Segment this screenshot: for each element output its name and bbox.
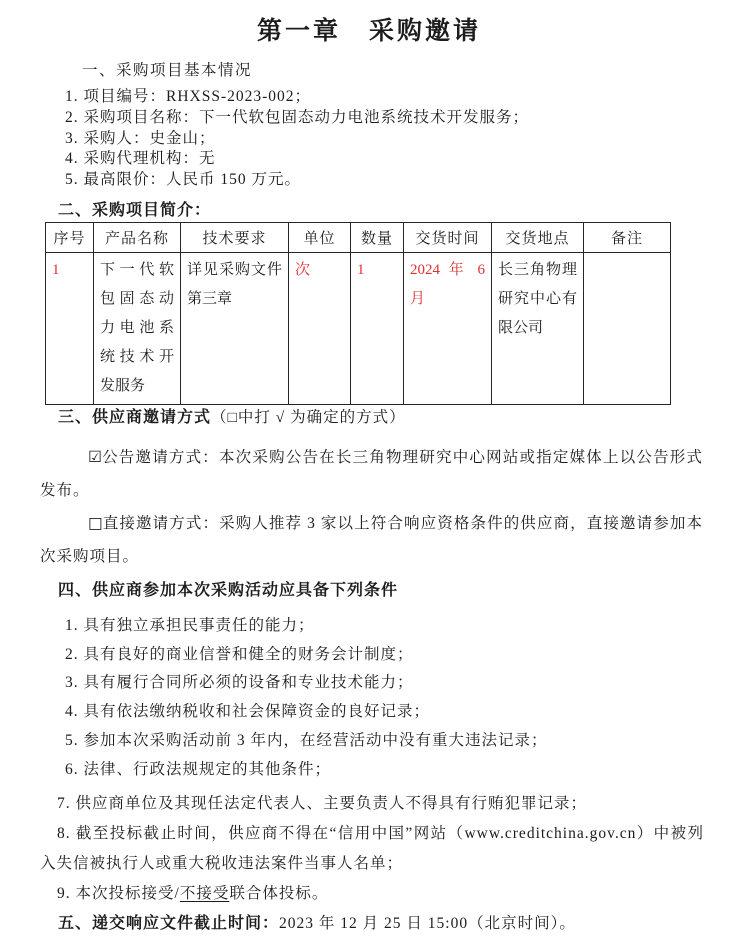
joint-bid-suffix: 联合体投标。 <box>229 885 329 902</box>
condition-item: 2. 具有良好的商业信誉和健全的财务会计制度； <box>65 645 414 663</box>
condition-item: 7. 供应商单位及其现任法定代表人、主要负责人不得具有行贿犯罪记录； <box>57 795 588 812</box>
purchaser-item: 3. 采购人：史金山； <box>65 129 216 147</box>
section4-condition-list-continued <box>40 789 704 909</box>
cell-quantity: 1 <box>351 253 404 405</box>
cell-seq: 1 <box>46 253 94 405</box>
condition-item: 4. 具有依法缴纳税收和社会保障资金的良好记录； <box>65 703 431 721</box>
no-joint-bid-underline: 不接受 <box>179 885 230 902</box>
agency-item: 4. 采购代理机构：无 <box>65 150 216 168</box>
chapter-title: 第一章 采购邀请 <box>256 17 481 45</box>
max-price-item: 5. 最高限价：人民币 150 万元。 <box>65 171 302 189</box>
header-unit: 单位 <box>289 223 351 253</box>
announcement-invitation-paragraph <box>40 441 703 507</box>
table-row <box>46 253 671 405</box>
cell-tech-requirement: 详见采购文件第三章 <box>181 253 289 405</box>
cell-product-name: 下一代软包固态动力电池系统技术开发服务 <box>94 253 181 405</box>
joint-bid-prefix: 9. 本次投标接受/ <box>57 885 180 902</box>
header-tech-requirement: 技术要求 <box>181 223 289 253</box>
deadline-value: 2023 年 12 月 25 日 15:00（北京时间）。 <box>279 915 576 932</box>
condition-item-joint-bid <box>40 879 704 909</box>
procurement-table-wrapper <box>45 222 671 405</box>
header-product-name: 产品名称 <box>94 223 181 253</box>
table-header-row <box>46 223 671 253</box>
checkbox-unchecked-icon: □ <box>88 514 103 532</box>
header-seq: 序号 <box>46 223 94 253</box>
condition-item: 6. 法律、行政法规规定的其他条件； <box>65 760 332 778</box>
cell-delivery-time: 2024 年 6 月 <box>404 253 492 405</box>
announcement-invitation-text: 公告邀请方式：本次采购公告在长三角物理研究中心网站或指定媒体上以公告形式发布。 <box>40 449 703 499</box>
header-delivery-time: 交货时间 <box>404 223 492 253</box>
header-delivery-place: 交货地点 <box>492 223 584 253</box>
section5-heading-bold: 五、递交响应文件截止时间： <box>58 915 280 932</box>
section4-heading: 四、供应商参加本次采购活动应具备下列条件 <box>58 582 399 599</box>
section1-item-list <box>65 87 529 191</box>
section3-heading <box>58 404 406 427</box>
section2-heading: 二、采购项目简介： <box>58 202 212 219</box>
condition-item: 3. 具有履行合同所必须的设备和专业技术能力； <box>65 674 414 692</box>
section5-deadline-line <box>58 909 576 939</box>
section4-condition-list <box>40 612 704 784</box>
project-number-item: 1. 项目编号：RHXSS-2023-002； <box>65 88 312 105</box>
procurement-table <box>45 222 671 405</box>
checkbox-checked-icon: ☑ <box>88 448 102 466</box>
header-remark: 备注 <box>584 223 671 253</box>
project-name-item: 2. 采购项目名称：下一代软包固态动力电池系统技术开发服务； <box>65 108 530 126</box>
cell-unit: 次 <box>289 253 351 405</box>
condition-item: 1. 具有独立承担民事责任的能力； <box>65 617 315 634</box>
direct-invitation-paragraph <box>40 507 703 573</box>
section1-heading: 一、采购项目基本情况 <box>82 62 253 79</box>
header-quantity: 数量 <box>351 223 404 253</box>
cell-remark <box>584 253 671 405</box>
section3-heading-bold: 三、供应商邀请方式 <box>58 409 212 426</box>
cell-delivery-place: 长三角物理研究中心有限公司 <box>492 253 584 405</box>
condition-item: 8. 截至投标截止时间，供应商不得在“信用中国”网站（www.creditchina.gov.cn）中被列入失信被执行人或重大税收违法案件当事人名单； <box>40 825 704 872</box>
direct-invitation-text: 直接邀请方式：采购人推荐 3 家以上符合响应资格条件的供应商，直接邀请参加本次采购项目。 <box>40 515 703 565</box>
condition-item: 5. 参加本次采购活动前 3 年内，在经营活动中没有重大违法记录； <box>65 731 548 749</box>
section3-heading-note: （□中打 √ 为确定的方式） <box>211 409 406 426</box>
